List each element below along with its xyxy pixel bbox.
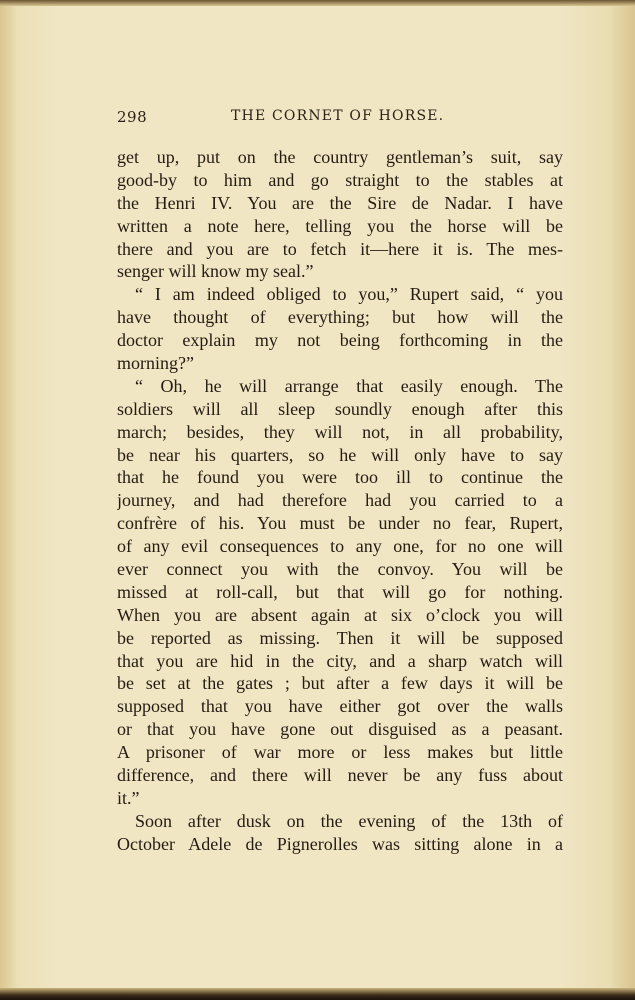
text-line: be reported as missing. Then it will be supposed <box>117 627 563 648</box>
text-line: ever connect you with the convoy. You will be <box>117 559 563 580</box>
text-line: October Adele de Pignerolles was sitting alone in a <box>117 833 563 854</box>
text-line: difference, and there will never be any fuss about <box>117 765 563 786</box>
text-line: that he found you were too ill to continue the <box>117 467 563 488</box>
text-line: “ Oh, he will arrange that easily enough. The <box>135 375 563 396</box>
page-header <box>117 106 563 130</box>
body-text <box>117 146 563 856</box>
text-line: A prisoner of war more or less makes but little <box>117 742 563 763</box>
text-line: soldiers will all sleep soundly enough after this <box>117 398 563 419</box>
text-line: get up, put on the country gentleman’s suit, say <box>117 147 563 167</box>
text-line: march; besides, they will not, in all probability, <box>117 421 563 442</box>
text-line: the Henri IV. You are the Sire de Nadar. I have <box>117 192 563 213</box>
text-line: there and you are to fetch it—here it is. The mes- <box>117 238 563 259</box>
text-line: that you are hid in the city, and a sharp watch will <box>117 650 563 671</box>
text-line: be set at the gates ; but after a few days it will be <box>117 673 563 694</box>
text-line: have thought of everything; but how will the <box>117 307 563 328</box>
text-line: or that you have gone out disguised as a peasant. <box>117 719 563 740</box>
text-line: doctor explain my not being forthcoming in the <box>117 330 563 351</box>
text-line: When you are absent again at six o’clock you will <box>117 604 563 625</box>
text-line: “ I am indeed obliged to you,” Rupert said, “ you <box>135 284 563 305</box>
page-top-edge <box>0 0 635 6</box>
page-number: 298 <box>117 108 148 126</box>
running-head: THE CORNET OF HORSE. <box>231 108 445 124</box>
text-line: Soon after dusk on the evening of the 13th of <box>135 810 563 831</box>
text-line: good-by to him and go straight to the stables at <box>117 169 563 190</box>
text-line: it.” <box>117 787 140 808</box>
text-line: supposed that you have either got over the walls <box>117 696 563 717</box>
text-line: morning?” <box>117 353 194 374</box>
page-bottom-edge <box>0 988 635 1000</box>
text-line: senger will know my seal.” <box>117 261 314 282</box>
text-line: be near his quarters, so he will only have to say <box>117 444 563 465</box>
text-line: written a note here, telling you the horse will be <box>117 215 563 236</box>
text-line: journey, and had therefore had you carried to a <box>117 490 563 511</box>
text-line: missed at roll-call, but that will go for nothing. <box>117 581 563 602</box>
text-line: of any evil consequences to any one, for no one will <box>117 536 563 557</box>
text-line: confrère of his. You must be under no fear, Rupert, <box>117 513 563 534</box>
